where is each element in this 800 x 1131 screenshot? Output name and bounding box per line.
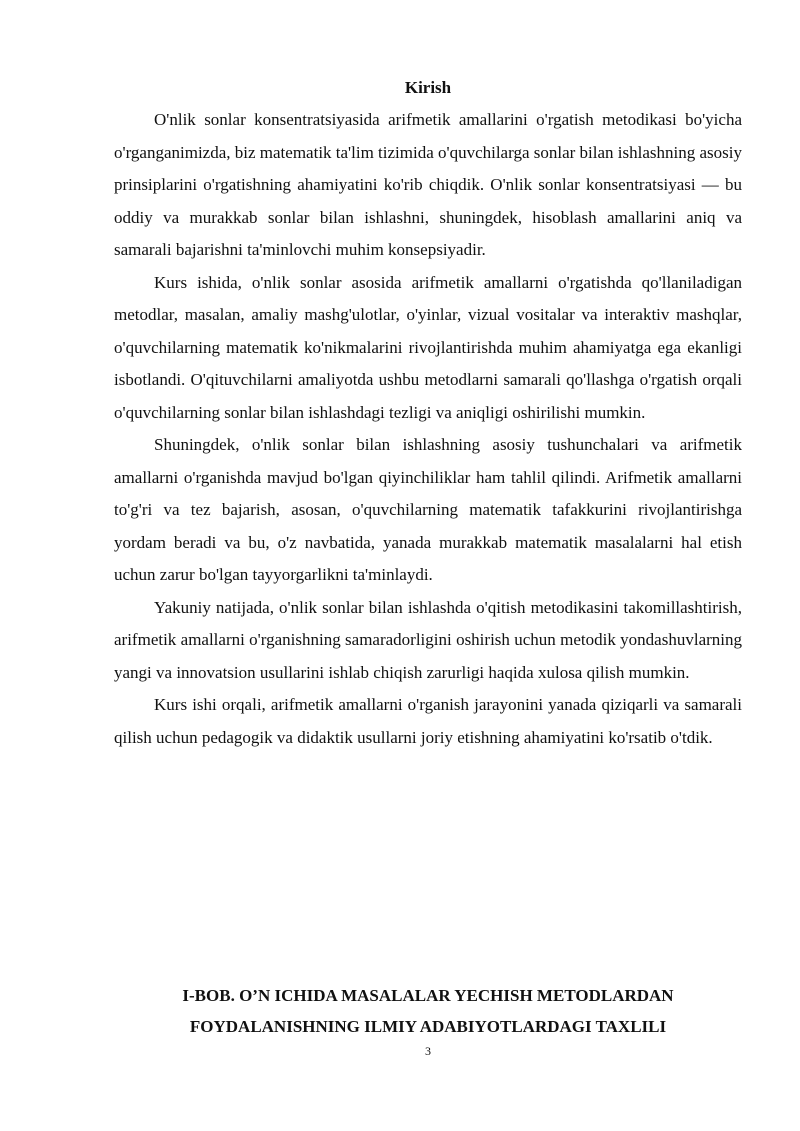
chapter-title-line-1: I-BOB. O’N ICHIDA MASALALAR YECHISH METODLARDAN: [182, 986, 674, 1005]
chapter-title: [100, 980, 756, 1042]
paragraph-5: Kurs ishi orqali, arifmetik amallarni o'rganish jarayonini yanada qiziqarli va samarali qilish uchun pedagogik va didaktik usullarni joriy etishning ahamiyatini ko'rsatib o'tdik.: [114, 695, 742, 747]
paragraph-1: O'nlik sonlar konsentratsiyasida arifmetik amallarini o'rgatish metodikasi bo'yicha o'rganganimizda, biz matematik ta'lim tizimida o'quvchilarga sonlar bilan ishlashning asosiy prinsiplarini o'rgatishning ahamiyatini ko'rib chiqdik. O'nlik sonlar konsentratsiyasi — bu oddiy va murakkab sonlar bilan ishlashni, shuningdek, hisoblash amallarini aniq va samarali bajarishni ta'minlovchi muhim konsepsiyadir.: [114, 110, 742, 259]
body-text: [114, 104, 742, 754]
paragraph-2: Kurs ishida, o'nlik sonlar asosida arifmetik amallarni o'rgatishda qo'llaniladigan metodlar, masalan, amaliy mashg'ulotlar, o'yinlar, vizual vositalar va interaktiv mashqlar, o'quvchilarning matematik ko'nikmalarini rivojlantirishda muhim ahamiyatga ega ekanligi isbotlandi. O'qituvchilarni amaliyotda ushbu metodlarni samarali qo'llashga o'rgatish orqali o'quvchilarning sonlar bilan ishlashdagi tezligi va aniqligi oshirilishi mumkin.: [114, 272, 742, 422]
paragraph-3: Shuningdek, o'nlik sonlar bilan ishlashning asosiy tushunchalari va arifmetik amallarni o'rganishda mavjud bo'lgan qiyinchiliklar ham tahlil qilindi. Arifmetik amallarni to'g'ri va tez bajarish, asosan, o'quvchilarning matematik tafakkurini rivojlantirishga yordam beradi va bu, o'z navbatida, yanada murakkab matematik masalalarni hal etish uchun zarur bo'lgan tayyorgarlikni ta'minlaydi.: [114, 435, 742, 584]
page-number: 3: [425, 1044, 431, 1058]
chapter-title-line-2: FOYDALANISHNING ILMIY ADABIYOTLARDAGI TAXLILI: [189, 1017, 667, 1036]
paragraph-4: Yakuniy natijada, o'nlik sonlar bilan ishlashda o'qitish metodikasini takomillashtirish, arifmetik amallarni o'rganishning samaradorligini oshirish uchun metodik yondashuvlarning yangi va innovatsion usullarini ishlab chiqish zarurligi haqida xulosa qilish mumkin.: [114, 597, 742, 682]
section-heading: Kirish: [404, 78, 452, 97]
